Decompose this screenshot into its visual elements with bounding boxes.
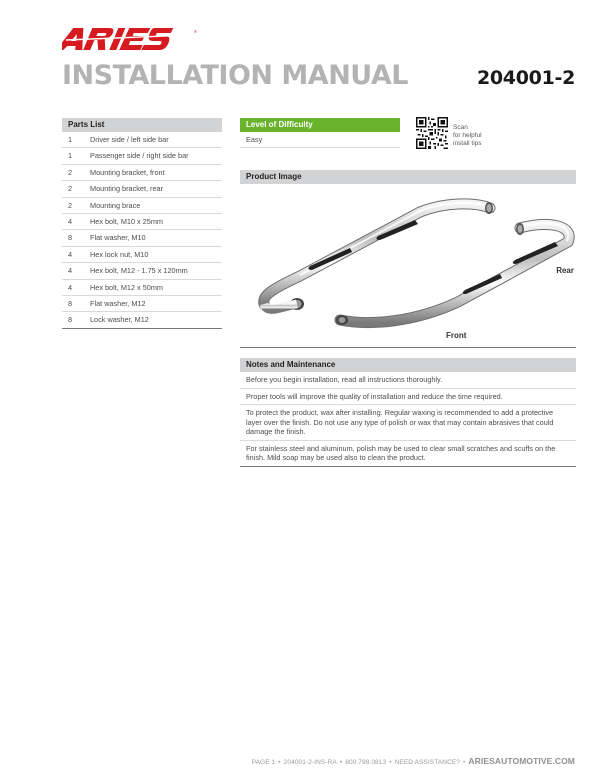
part-qty: 2: [68, 184, 73, 194]
part-qty: 8: [68, 298, 73, 308]
parts-row: [62, 198, 222, 214]
product-image-section: [240, 170, 576, 348]
part-desc: Hex bolt, M10 x 25mm: [90, 216, 163, 226]
difficulty-title: Level of Difficulty: [240, 118, 400, 132]
parts-row: [62, 214, 222, 230]
rear-side-bar: [264, 202, 493, 310]
svg-text:®: ®: [194, 29, 197, 34]
footer-separator: •: [389, 759, 392, 766]
footer-assist: NEED ASSISTANCE?: [394, 759, 461, 766]
parts-row: [62, 280, 222, 296]
difficulty-panel: [240, 118, 400, 148]
footer-doc-id: 204001-2-INS-RA: [283, 759, 337, 766]
part-qty: 2: [68, 167, 73, 177]
parts-row: [62, 263, 222, 279]
footer-separator: •: [278, 759, 281, 766]
footer: [252, 756, 575, 766]
footer-separator: •: [463, 759, 466, 766]
part-qty: 1: [68, 151, 73, 161]
product-image-title: Product Image: [240, 170, 576, 184]
part-desc: Passenger side / right side bar: [90, 151, 189, 161]
footer-page: PAGE 1: [251, 759, 276, 766]
qr-caption: [453, 124, 503, 148]
note-item: For stainless steel and aluminum, polish may be used to clear small scratches and scuffs on the finish. Mild soap may be used also to clean the product.: [240, 441, 576, 467]
front-label: Front: [446, 331, 467, 340]
footer-phone[interactable]: 800.798.0813: [345, 759, 387, 766]
product-image: [240, 184, 576, 348]
note-item: Proper tools will improve the quality of installation and reduce the time required.: [240, 389, 576, 406]
part-desc: Hex bolt, M12 - 1.75 x 120mm: [90, 266, 188, 276]
notes-section: [240, 358, 576, 467]
manual-title: INSTALLATION MANUAL: [62, 60, 408, 91]
aries-logo: [62, 26, 212, 52]
parts-row: [62, 312, 222, 328]
qr-code-icon[interactable]: [416, 117, 448, 149]
part-desc: Lock washer, M12: [90, 315, 149, 325]
part-qty: 4: [68, 249, 73, 259]
part-desc: Hex lock nut, M10: [90, 249, 149, 259]
footer-separator: •: [339, 759, 343, 766]
parts-list: [62, 118, 222, 329]
parts-list-title: Parts List: [62, 118, 222, 132]
part-desc: Driver side / left side bar: [90, 135, 169, 144]
qr-caption-line: for helpful: [453, 132, 482, 139]
part-desc: Flat washer, M10: [90, 233, 146, 243]
difficulty-value: Easy: [240, 132, 400, 148]
part-qty: 4: [68, 216, 73, 226]
part-number: 204001-2: [476, 67, 575, 89]
part-desc: Flat washer, M12: [90, 298, 146, 308]
part-qty: 4: [68, 266, 73, 276]
parts-row: [62, 230, 222, 246]
rear-label: Rear: [556, 266, 574, 275]
part-qty: 8: [68, 315, 73, 325]
side-bars-illustration: [240, 184, 576, 347]
footer-website-link[interactable]: ARIESAUTOMOTIVE.COM: [468, 756, 575, 766]
part-qty: 2: [68, 200, 73, 210]
parts-row: [62, 132, 222, 148]
part-desc: Mounting brace: [90, 200, 141, 210]
part-qty: 8: [68, 233, 73, 243]
part-desc: Mounting bracket, front: [90, 167, 165, 177]
parts-row: [62, 296, 222, 312]
parts-row: [62, 148, 222, 164]
parts-row: [62, 247, 222, 263]
part-desc: Hex bolt, M12 x 50mm: [90, 282, 163, 292]
note-item: To protect the product, wax after installing. Regular waxing is recommended to add a protective layer over the finish. Do not use any type of polish or wax that may contain abrasives that could damage the finish.: [240, 405, 576, 441]
parts-row: [62, 165, 222, 181]
notes-title: Notes and Maintenance: [240, 358, 576, 372]
qr-caption-line: Scan: [453, 124, 468, 131]
parts-row: [62, 181, 222, 197]
note-item: Before you begin installation, read all instructions thoroughly.: [240, 372, 576, 389]
qr-caption-line: install tips: [453, 140, 482, 147]
part-qty: 1: [68, 135, 73, 144]
part-qty: 4: [68, 282, 73, 292]
part-desc: Mounting bracket, rear: [90, 184, 164, 194]
